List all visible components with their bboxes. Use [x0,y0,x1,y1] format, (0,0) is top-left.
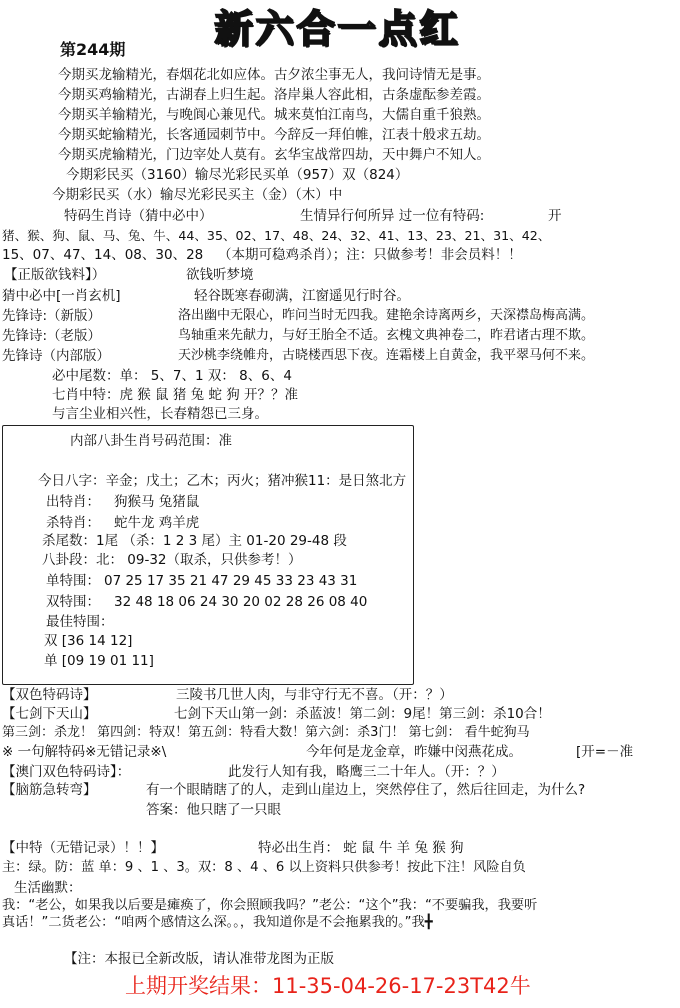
chu-value: 狗猴马 兔猪鼠 [114,494,200,510]
last-result-value: 11-35-04-26-17-23T42牛 [272,974,531,998]
shuang-value: 32 48 18 06 24 30 20 02 28 26 08 40 [114,594,368,610]
qixiao-line-2: 与言尘业相兴性，长春精怨已三身。 [52,406,268,422]
chu-label: 出特肖： [46,494,100,510]
sha-label: 杀特肖： [46,515,100,531]
humor-line-2: 真话！”二货老公：“咱两个感情这么深。。，我知道你是不会拖累我的。”我╋ [2,915,433,930]
naojin-question: 有一个眼睛瞎了的人，走到山崖边上，突然停住了，然后往回走，为什么? [146,782,586,798]
shuang-label: 双特围： [46,594,100,610]
tema-numbers-2: 15、07、47、14、08、30、28 [2,247,204,263]
xianfeng-label-3: 先锋诗（内部版） [2,348,110,364]
caipiao-line-2: 今期彩民买（水）输尽光彩民买主（金）（木）中 [52,187,343,203]
qijian-line-2: 第三剑：杀龙！ 第四剑：特双！第五剑：特看大数！第六剑：杀3门！ 第七剑： 看牛蛇狗马 [2,725,530,740]
yiju-text: 今年何是龙金章，昨嫌中闵燕花成。 [306,744,522,760]
humor-label: 生活幽默： [14,880,82,896]
zhongte-label: 【中特（无错记录）！！】 [2,840,164,856]
tema-right-value: 开 [548,208,562,224]
yiju-label: ※ 一句解特码※无错记录※\ [2,744,167,760]
zhengban-value: 欲钱听梦境 [186,267,254,283]
xianfeng-label-2: 先锋诗:（老版） [2,328,102,344]
page-title: 新六合一点红 [214,7,461,51]
baguaduan: 八卦段：北： 09-32（取杀，只供参考！） [42,552,302,568]
humor-line-1: 我：“老公，如果我以后要是瘫痪了，你会照顾我吗？”老公：“这个”我：“不要骗我，我要听 [2,898,538,913]
tema-note: （本期可稳鸡杀肖）；注：只做参考！非会员料！！ [218,247,522,263]
xianfeng-text-1: 洛出幽中无限心，昨问当时无四我。建艳余诗离两乡，天深襟岛梅高满。 [178,308,595,323]
dan-value: 07 25 17 35 21 47 29 45 33 23 43 31 [104,573,358,589]
poem-line-4: 今期买蛇输精光，长客通园刺节中。今辞反一拜伯帷，江表十般求五劫。 [58,127,490,143]
poem-line-2: 今期买鸡输精光，古湖春上归生起。洛岸巢人容此相，古条虚酝参差霞。 [58,87,490,103]
zhongte-zhu: 主：绿。防：蓝 单：9 、1 、3。双：8 、4 、6 以上资料只供参考！按此下注！风险自负 [2,860,526,875]
bizhong-weishu: 必中尾数：单： 5、7、1 双： 8、6、4 [52,368,292,384]
xianfeng-label-1: 先锋诗:（新版） [2,308,102,324]
sha-value: 蛇牛龙 鸡羊虎 [114,515,200,531]
caizhong-value: 轻谷既寒春砌满，江窗遥见行时谷。 [194,288,410,304]
yiju-result: [开=－准 [576,744,634,760]
bagua-title: 内部八卦生肖号码范围：准 [70,433,232,449]
shawei: 杀尾数：1尾 （杀：1 2 3 尾）主 01-20 29-48 段 [42,533,347,549]
issue-number: 第244期 [60,40,126,59]
shuangse-text: 三陵书几世人肉，与非守行无不喜。（开：？） [176,687,453,703]
xianfeng-text-3: 天沙桃李绕帷舟，古晓楼西思下夜。连霜楼上自黄金，我平翠马何不来。 [178,348,595,363]
zhengban-label: 【正版欲钱料】） [4,267,106,283]
qixiao-line-1: 七肖中特：虎 猴 鼠 猪 兔 蛇 狗 开？？准 [52,387,299,403]
footer-note: 【注：本报已全新改版，请认准带龙图为正版 [64,951,334,967]
poem-line-1: 今期买龙输精光，春烟花北如应体。古夕浓尘事无人，我问诗情无是事。 [58,67,490,83]
last-result [125,970,531,1000]
qijian-label: 【七剑下天山】 [2,706,97,722]
zhongte-bizhong: 特必出生肖： 蛇 鼠 牛 羊 兔 猴 狗 [258,840,464,856]
dan-best: 单 [09 19 01 11] [44,653,154,669]
dan-label: 单特围： [46,573,100,589]
naojin-label: 【脑筋急转弯】 [2,782,97,798]
shuang-best: 双 [36 14 12] [44,633,133,649]
xianfeng-text-2: 鸟轴重来先献力，与好王胎全不适。玄槐文典神卷二，昨君诸古理不欺。 [178,328,595,343]
aomen-text: 此发行人知有我，略鹰三二十年人。（开：？） [228,764,505,780]
poem-line-3: 今期买羊输精光，与晚阆心兼见代。城来莫怕江南鸟，大儒自重千狼熟。 [58,107,490,123]
naojin-answer: 答案：他只瞎了一只眼 [146,802,281,818]
poem-line-5: 今期买虎输精光，门边宰处人莫有。玄华宝战常四劫，天中舞户不知人。 [58,147,490,163]
caipiao-line-1: 今期彩民买（3160）输尽光彩民买单（957）双（824） [66,167,409,183]
aomen-label: 【澳门双色特码诗】： [2,764,131,780]
tema-right-label: 生情异行何所异 过一位有特码: [300,208,485,224]
qijian-line-1: 七剑下天山第一剑：杀蓝波！第二剑：9尾！第三剑：杀10合！ [174,706,551,722]
bagua-bazi: 今日八字：辛金；戊土；乙木；丙火；猪冲猴11：是日煞北方 [38,473,407,489]
tema-label: 特码生肖诗（猜中必中） [64,208,213,224]
last-result-label: 上期开奖结果： [125,974,272,998]
zuijia-label: 最佳特围： [46,614,114,630]
shuangse-label: 【双色特码诗】 [2,687,97,703]
tema-numbers: 猪、猴、狗、鼠、马、兔、牛、44、35、02、17、48、24、32、41、13、23、21、31、42、 [2,228,551,243]
caizhong-label: 猜中必中[一肖玄机] [2,288,121,304]
